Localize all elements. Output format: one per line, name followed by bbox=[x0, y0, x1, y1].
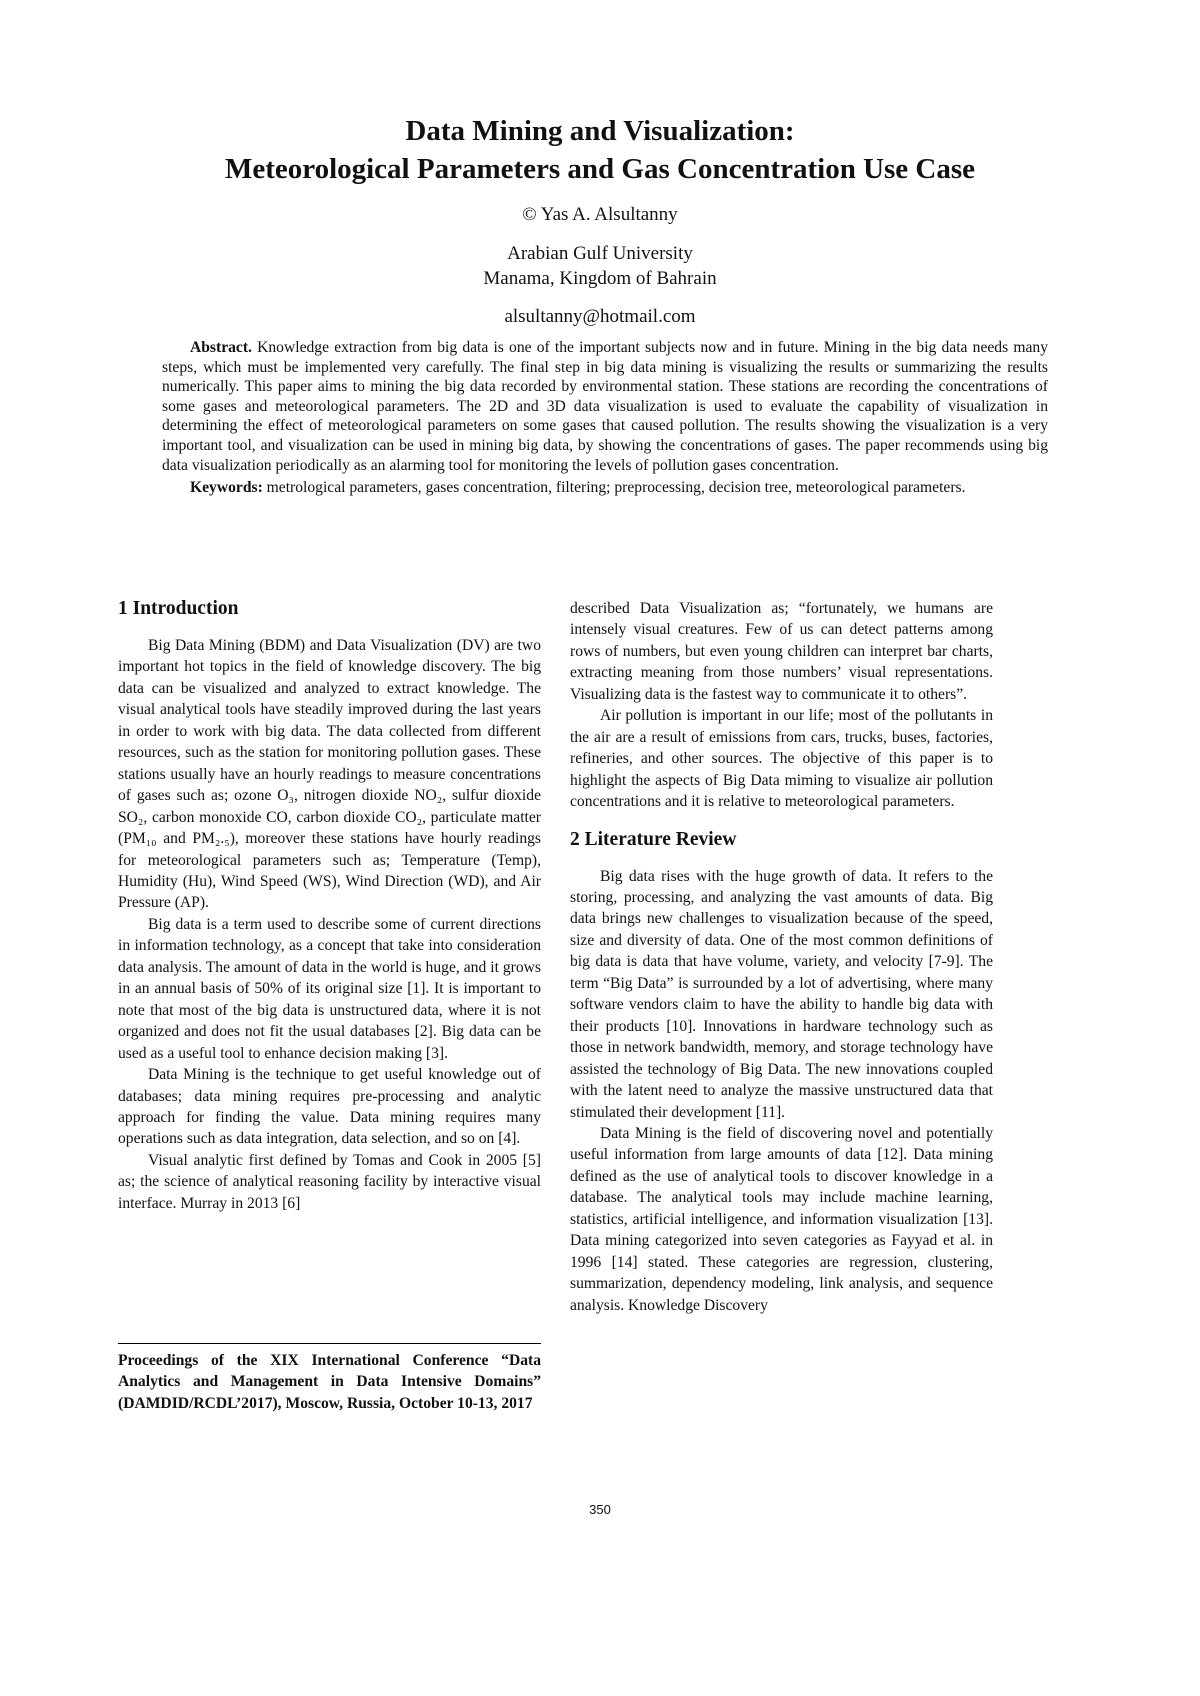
abstract-text: Knowledge extraction from big data is one of the important subjects now and in future. Mining in the big data needs many steps, which must be implemented very carefully. The final step in big data mining is visualizing the results or summarizing the results numerically. This paper aims to mining the big data recorded by environmental station. These stations are recording the concentrations of some gases and meteorological parameters. The 2D and 3D data visualization is used to evaluate the capability of visualization in determining the effect of meteorological parameters on some gases that caused pollution. The results showing the visualization is a very important tool, and visualization can be used in mining big data, by showing the concentrations of gases. The paper recommends using big data visualization periodically as an alarming tool for monitoring the levels of pollution gases concentration. bbox=[162, 339, 1048, 474]
keywords-text: metrological parameters, gases concentration, filtering; preprocessing, decision tree, meteorological parameters. bbox=[262, 479, 966, 497]
page-number: 350 bbox=[589, 1502, 611, 1517]
author: © Yas A. Alsultanny bbox=[522, 204, 678, 225]
paragraph: described Data Visualization as; “fortunately, we humans are intensely visual creatures. Few of us can detect patterns among rows of numbers, but even young children can interpret bar charts, extracting meaning from those numbers’ visual representations. Visualizing data is the fastest way to communicate it to others”. bbox=[570, 600, 993, 703]
affiliation-location: Manama, Kingdom of Bahrain bbox=[483, 268, 717, 289]
conference-footnote: Proceedings of the XIX International Conference “Data Analytics and Management in Data Intensive Domains” (DAMDID/RCDL’2017), Moscow, Russia, October 10-13, 2017 bbox=[118, 1343, 541, 1414]
right-column bbox=[570, 598, 993, 1316]
title-line-2: Meteorological Parameters and Gas Concentration Use Case bbox=[224, 153, 976, 185]
paragraph: Big Data Mining (BDM) and Data Visualization (DV) are two important hot topics in the field of knowledge discovery. The big data can be visualized and analyzed to extract knowledge. The visual analytical tools have steadily improved during the last years in order to work with big data. The data collected from different resources, such as the station for monitoring pollution gases. These stations usually have an hourly readings to measure concentrations of gases such as; ozone O₃, nitrogen dioxide NO₂, sulfur dioxide SO₂, carbon monoxide CO, carbon dioxide CO₂, particulate matter (PM₁₀ and PM₂.₅), moreover these stations have hourly readings for meteorological parameters such as; Temperature (Temp), Humidity (Hu), Wind Speed (WS), Wind Direction (WD), and Air Pressure (AP). bbox=[118, 637, 541, 912]
paper-title bbox=[0, 112, 1200, 188]
left-column bbox=[118, 596, 541, 1214]
paragraph: Data Mining is the technique to get useful knowledge out of databases; data mining requires pre-processing and analytic approach for finding the value. Data mining requires many operations such as data integration, data selection, and so on [4]. bbox=[118, 1066, 541, 1148]
section-heading-introduction: 1 Introduction bbox=[118, 598, 239, 619]
keywords-label: Keywords: bbox=[190, 479, 263, 497]
paragraph: Data Mining is the field of discovering novel and potentially useful information from large amounts of data [12]. Data mining defined as the use of analytical tools to discover knowledge in a database. The analytical tools may include machine learning, statistics, artificial intelligence, and information visualization [13]. Data mining categorized into seven categories as Fayyad et al. in 1996 [14] stated. These categories are regression, clustering, summarization, dependency modeling, link analysis, and sequence analysis. Knowledge Discovery bbox=[570, 1124, 993, 1314]
affiliation-university: Arabian Gulf University bbox=[507, 243, 693, 264]
abstract bbox=[162, 338, 1048, 498]
paragraph: Big data is a term used to describe some of current directions in information technology, as a concept that take into consideration data analysis. The amount of data in the world is huge, and it grows in an annual basis of 50% of its original size [1]. It is important to note that most of the big data is unstructured data, where it is not organized and does not fit the usual databases [2]. Big data can be used as a useful tool to enhance decision making [3]. bbox=[118, 915, 541, 1062]
paragraph: Big data rises with the huge growth of data. It refers to the storing, processing, and analyzing the vast amounts of data. Big data brings new challenges to visualization because of the speed, size and diversity of data. One of the most common definitions of big data is data that have volume, variety, and velocity [7-9]. The term “Big Data” is surrounded by a lot of advertising, where many software vendors claim to have the ability to handle big data with their products [10]. Innovations in hardware technology such as those in network bandwidth, memory, and storage technology have assisted the technology of Big Data. The new innovations coupled with the latent need to analyze the massive unstructured data that stimulated their development [11]. bbox=[570, 867, 993, 1121]
section-heading-literature-review: 2 Literature Review bbox=[570, 828, 737, 850]
title-line-1: Data Mining and Visualization: bbox=[405, 115, 795, 147]
paragraph: Air pollution is important in our life; most of the pollutants in the air are a result of emissions from cars, trucks, buses, factories, refineries, and other sources. The objective of this paper is to highlight the aspects of Big Data miming to visualize air pollution concentrations and it is relative to meteorological parameters. bbox=[570, 707, 993, 811]
paragraph: Visual analytic first defined by Tomas and Cook in 2005 [5] as; the science of analytical reasoning facility by interactive visual interface. Murray in 2013 [6] bbox=[118, 1151, 541, 1212]
abstract-label: Abstract. bbox=[190, 339, 252, 356]
author-email: alsultanny@hotmail.com bbox=[504, 306, 696, 327]
